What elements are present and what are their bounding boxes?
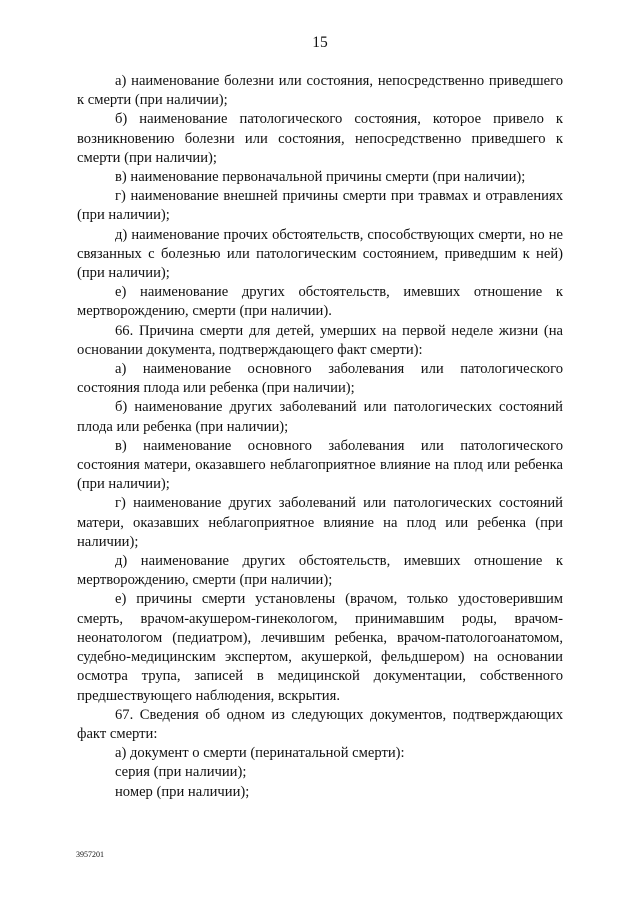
paragraph: г) наименование других заболеваний или патологических состояний матери, оказавших неблагоприятное влияние на плод или ребенка (при наличии); (77, 495, 563, 550)
paragraph: д) наименование прочих обстоятельств, способствующих смерти, но не связанных с болезнью или патологическим состоянием, приведшим к ней) (при наличии); (77, 226, 563, 282)
document-body (77, 72, 563, 802)
paragraph: а) документ о смерти (перинатальной смерти): (115, 745, 405, 762)
paragraph: г) наименование внешней причины смерти при травмах и отравлениях (при наличии); (77, 188, 563, 224)
page-number: 15 (312, 34, 328, 51)
paragraph: 67. Сведения об одном из следующих документов, подтверждающих факт смерти: (77, 706, 563, 742)
paragraph: серия (при наличии); (115, 764, 247, 781)
paragraph: б) наименование других заболеваний или патологических состояний плода или ребенка (при наличии); (77, 399, 563, 435)
paragraph: а) наименование основного заболевания или патологического состояния плода или ребенка (при наличии); (77, 361, 563, 397)
paragraph: а) наименование болезни или состояния, непосредственно приведшего к смерти (при наличии); (77, 73, 563, 109)
paragraph: е) причины смерти установлены (врачом, только удостоверившим смерть, врачом-акушером-гинекологом, принимавшим роды, врачом-неонатологом (педиатром), лечившим ребенка, врачом-патологоанатомом, судебно-медицинским экспертом, акушеркой, фельдшером) на основании осмотра трупа, записей в медицинской документации, собственного предшествующего наблюдения, вскрытия. (77, 591, 563, 704)
paragraph: в) наименование первоначальной причины смерти (при наличии); (115, 169, 526, 186)
paragraph: б) наименование патологического состояния, которое привело к возникновению болезни или состояния, непосредственно приведшего к смерти (при наличии); (77, 111, 563, 166)
document-id: 3957201 (76, 850, 104, 859)
paragraph: номер (при наличии); (115, 783, 250, 800)
paragraph: в) наименование основного заболевания или патологического состояния матери, оказавшего неблагоприятное влияние на плод или ребенка (при наличии); (77, 437, 563, 493)
paragraph: е) наименование других обстоятельств, имевших отношение к мертворождению, смерти (при наличии). (77, 284, 563, 320)
paragraph: д) наименование других обстоятельств, имевших отношение к мертворождению, смерти (при наличии); (77, 553, 563, 589)
paragraph: 66. Причина смерти для детей, умерших на первой неделе жизни (на основании документа, подтверждающего факт смерти): (77, 322, 563, 358)
